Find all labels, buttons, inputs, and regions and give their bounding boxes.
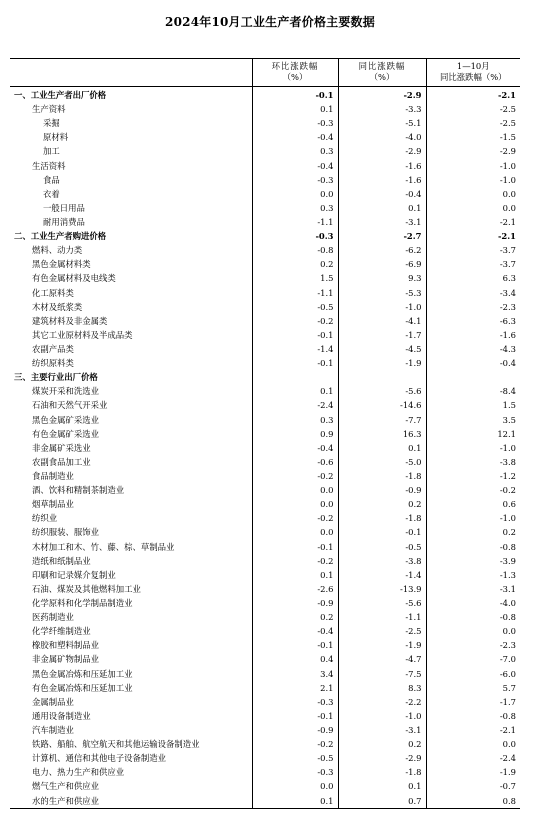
row-yoy-value: -2.5: [338, 624, 426, 638]
row-mom-value: -0.1: [252, 328, 338, 342]
header-yoy: [338, 59, 426, 87]
table-row: [10, 624, 520, 638]
row-yoy-value: -7.5: [338, 666, 426, 680]
page-title: 2024年10月工业生产者价格主要数据: [165, 15, 375, 29]
row-yoy-value: 0.2: [338, 737, 426, 751]
row-mom-value: 0.2: [252, 610, 338, 624]
row-cumulative-value: 0.0: [426, 187, 520, 201]
row-mom-value: 0.0: [252, 483, 338, 497]
row-mom-value: -0.1: [252, 356, 338, 370]
row-cumulative-value: -1.9: [426, 765, 520, 779]
row-cumulative-value: -1.2: [426, 469, 520, 483]
table-row: [10, 723, 520, 737]
row-name: 石油、煤炭及其他燃料加工业: [32, 583, 141, 594]
row-mom-value: 1.5: [252, 271, 338, 285]
row-mom-value: 0.1: [252, 384, 338, 398]
row-name: 黑色金属矿采选业: [32, 414, 99, 425]
row-name: 加工: [43, 146, 60, 157]
row-name: 计算机、通信和其他电子设备制造业: [32, 753, 166, 764]
row-yoy-value: -6.2: [338, 243, 426, 257]
header-row: [10, 59, 520, 87]
row-mom-value: -1.4: [252, 342, 338, 356]
table-row: [10, 568, 520, 582]
row-yoy-value: -3.1: [338, 723, 426, 737]
table-row: [10, 271, 520, 285]
row-mom-value: 0.3: [252, 201, 338, 215]
table-row: [10, 427, 520, 441]
row-mom-value: -0.2: [252, 737, 338, 751]
row-name: 农副产品类: [32, 344, 74, 355]
table-body: [10, 87, 520, 809]
row-mom-value: 0.0: [252, 497, 338, 511]
row-cumulative-value: -2.1: [426, 215, 520, 229]
row-name: 化学纤维制造业: [32, 626, 91, 637]
row-cumulative-value: -1.3: [426, 568, 520, 582]
row-cumulative-value: -0.2: [426, 483, 520, 497]
row-mom-value: -0.1: [252, 638, 338, 652]
row-mom-value: -0.2: [252, 554, 338, 568]
row-yoy-value: -1.8: [338, 511, 426, 525]
table-row: [10, 243, 520, 257]
row-mom-value: 0.1: [252, 102, 338, 116]
row-cumulative-value: -1.5: [426, 130, 520, 144]
row-name: 食品制造业: [32, 471, 74, 481]
row-yoy-value: -1.6: [338, 159, 426, 173]
row-yoy-value: -1.9: [338, 638, 426, 652]
row-name: 纺织服装、服饰业: [32, 527, 99, 538]
table-row: [10, 413, 520, 427]
row-mom-value: -0.6: [252, 455, 338, 469]
row-name: 生活资料: [32, 160, 66, 171]
row-name: 电力、热力生产和供应业: [32, 767, 125, 778]
table-row: [10, 159, 520, 173]
row-yoy-value: -5.6: [338, 596, 426, 610]
table-row: [10, 173, 520, 187]
row-yoy-value: -5.3: [338, 286, 426, 300]
row-cumulative-value: -3.9: [426, 554, 520, 568]
row-name: 木材加工和木、竹、藤、棕、草制品业: [32, 541, 175, 552]
row-cumulative-value: -0.8: [426, 709, 520, 723]
table-row: [10, 257, 520, 271]
row-name: 采掘: [43, 118, 60, 129]
table-row: [10, 314, 520, 328]
row-yoy-value: [338, 370, 426, 384]
row-cumulative-value: 0.8: [426, 793, 520, 808]
row-yoy-value: -1.1: [338, 610, 426, 624]
row-name: 化学原料和化学制品制造业: [32, 597, 133, 608]
row-mom-value: 0.1: [252, 568, 338, 582]
row-cumulative-value: -1.0: [426, 511, 520, 525]
row-cumulative-value: -6.0: [426, 666, 520, 680]
row-name: 金属制品业: [32, 696, 74, 707]
row-name: 其它工业原材料及半成品类: [32, 329, 133, 340]
row-mom-value: 3.4: [252, 666, 338, 680]
row-name: 煤炭开采和洗选业: [32, 386, 99, 397]
row-mom-value: 0.2: [252, 257, 338, 271]
row-cumulative-value: 5.7: [426, 681, 520, 695]
row-mom-value: -0.2: [252, 314, 338, 328]
table-row: [10, 398, 520, 412]
section-row: [10, 229, 520, 243]
row-mom-value: -1.1: [252, 286, 338, 300]
row-name: 食品: [43, 174, 60, 185]
table-row: [10, 540, 520, 554]
row-cumulative-value: -3.4: [426, 286, 520, 300]
row-mom-value: -0.9: [252, 596, 338, 610]
row-cumulative-value: -3.7: [426, 257, 520, 271]
row-yoy-value: -2.9: [338, 751, 426, 765]
row-name: 黑色金属材料类: [32, 259, 91, 270]
row-yoy-value: -1.6: [338, 173, 426, 187]
row-name: 衣着: [43, 188, 60, 199]
table-row: [10, 328, 520, 342]
row-mom-value: -0.8: [252, 243, 338, 257]
table-row: [10, 102, 520, 116]
table-row: [10, 116, 520, 130]
row-yoy-value: -2.2: [338, 695, 426, 709]
table-header: [10, 59, 520, 87]
row-cumulative-value: 0.2: [426, 525, 520, 539]
row-yoy-value: -1.9: [338, 356, 426, 370]
row-cumulative-value: -1.7: [426, 695, 520, 709]
row-mom-value: -0.1: [252, 87, 338, 103]
row-yoy-value: -3.8: [338, 554, 426, 568]
header-cumulative-line2: 同比涨跌幅（%）: [439, 72, 507, 82]
row-name: 汽车制造业: [32, 724, 74, 735]
table-row: [10, 638, 520, 652]
row-yoy-value: -13.9: [338, 582, 426, 596]
row-mom-value: 0.0: [252, 187, 338, 201]
row-mom-value: [252, 370, 338, 384]
header-cumulative-line1: 1—10月: [456, 61, 490, 71]
row-name: 生产资料: [32, 104, 66, 115]
row-mom-value: 0.3: [252, 144, 338, 158]
row-mom-value: 2.1: [252, 681, 338, 695]
table-row: [10, 201, 520, 215]
table-row: [10, 215, 520, 229]
table-row: [10, 709, 520, 723]
row-mom-value: 0.1: [252, 793, 338, 808]
row-cumulative-value: -7.0: [426, 652, 520, 666]
row-yoy-value: -5.1: [338, 116, 426, 130]
table-row: [10, 666, 520, 680]
row-cumulative-value: -3.1: [426, 582, 520, 596]
row-cumulative-value: 3.5: [426, 413, 520, 427]
row-yoy-value: -7.7: [338, 413, 426, 427]
row-cumulative-value: -2.4: [426, 751, 520, 765]
table-row: [10, 793, 520, 808]
row-yoy-value: -0.1: [338, 525, 426, 539]
row-name: 原材料: [43, 132, 69, 143]
row-cumulative-value: -0.7: [426, 779, 520, 793]
table-row: [10, 525, 520, 539]
table-row: [10, 681, 520, 695]
row-mom-value: -0.4: [252, 159, 338, 173]
table-row: [10, 130, 520, 144]
row-yoy-value: -4.1: [338, 314, 426, 328]
row-name: 造纸和纸制品业: [32, 555, 91, 566]
row-yoy-value: -1.4: [338, 568, 426, 582]
row-mom-value: -0.3: [252, 116, 338, 130]
header-cumulative: [426, 59, 520, 87]
table-row: [10, 286, 520, 300]
row-yoy-value: -4.5: [338, 342, 426, 356]
row-cumulative-value: -1.0: [426, 441, 520, 455]
row-name: 一般日用品: [43, 202, 85, 213]
table-row: [10, 342, 520, 356]
row-yoy-value: -3.1: [338, 215, 426, 229]
row-mom-value: -0.3: [252, 229, 338, 243]
table-row: [10, 356, 520, 370]
row-cumulative-value: 1.5: [426, 398, 520, 412]
row-cumulative-value: -1.6: [426, 328, 520, 342]
header-mom-line1: 环比涨跌幅: [271, 61, 319, 71]
row-name: 二、工业生产者购进价格: [14, 231, 107, 242]
row-cumulative-value: -2.1: [426, 229, 520, 243]
row-yoy-value: 0.1: [338, 441, 426, 455]
section-row: [10, 370, 520, 384]
row-mom-value: -0.4: [252, 624, 338, 638]
row-cumulative-value: -3.8: [426, 455, 520, 469]
row-name: 三、主要行业出厂价格: [14, 372, 98, 383]
table-row: [10, 469, 520, 483]
row-name: 铁路、船舶、航空航天和其他运输设备制造业: [32, 739, 200, 750]
row-mom-value: 0.4: [252, 652, 338, 666]
row-mom-value: -0.3: [252, 173, 338, 187]
row-cumulative-value: -6.3: [426, 314, 520, 328]
row-name: 农副食品加工业: [32, 456, 91, 467]
row-name: 一、工业生产者出厂价格: [14, 90, 107, 101]
row-name: 石油和天然气开采业: [32, 400, 108, 411]
row-mom-value: -0.3: [252, 765, 338, 779]
row-yoy-value: 0.2: [338, 497, 426, 511]
row-yoy-value: 8.3: [338, 681, 426, 695]
row-cumulative-value: 12.1: [426, 427, 520, 441]
row-cumulative-value: -1.0: [426, 159, 520, 173]
row-yoy-value: -1.0: [338, 709, 426, 723]
row-mom-value: -0.2: [252, 511, 338, 525]
row-yoy-value: 9.3: [338, 271, 426, 285]
row-yoy-value: 16.3: [338, 427, 426, 441]
row-name: 化工原料类: [32, 287, 74, 298]
row-name: 耐用消费品: [43, 217, 85, 228]
table-row: [10, 511, 520, 525]
row-mom-value: -0.9: [252, 723, 338, 737]
row-mom-value: -0.4: [252, 441, 338, 455]
row-cumulative-value: -8.4: [426, 384, 520, 398]
row-mom-value: -0.4: [252, 130, 338, 144]
table-row: [10, 582, 520, 596]
row-mom-value: 0.0: [252, 525, 338, 539]
row-cumulative-value: 0.0: [426, 201, 520, 215]
header-mom-line2: （%）: [282, 72, 308, 82]
row-yoy-value: -0.4: [338, 187, 426, 201]
row-cumulative-value: -2.9: [426, 144, 520, 158]
row-cumulative-value: -0.8: [426, 610, 520, 624]
row-mom-value: -1.1: [252, 215, 338, 229]
row-mom-value: 0.0: [252, 779, 338, 793]
row-cumulative-value: 0.0: [426, 624, 520, 638]
row-yoy-value: 0.7: [338, 793, 426, 808]
row-mom-value: -0.3: [252, 695, 338, 709]
row-name: 烟草制品业: [32, 499, 74, 510]
section-row: [10, 87, 520, 103]
row-name: 非金属矿采选业: [32, 442, 91, 453]
row-cumulative-value: -0.4: [426, 356, 520, 370]
row-yoy-value: -2.7: [338, 229, 426, 243]
table-row: [10, 455, 520, 469]
table-row: [10, 497, 520, 511]
row-name: 黑色金属冶炼和压延加工业: [32, 668, 133, 679]
row-name: 有色金属矿采选业: [32, 428, 99, 439]
row-mom-value: -0.5: [252, 751, 338, 765]
row-name: 通用设备制造业: [32, 710, 91, 721]
row-mom-value: 0.3: [252, 413, 338, 427]
row-yoy-value: -4.7: [338, 652, 426, 666]
row-cumulative-value: -4.0: [426, 596, 520, 610]
table-row: [10, 441, 520, 455]
row-yoy-value: -5.6: [338, 384, 426, 398]
row-mom-value: -0.2: [252, 469, 338, 483]
row-cumulative-value: -2.5: [426, 116, 520, 130]
table-row: [10, 652, 520, 666]
row-name: 燃料、动力类: [32, 245, 83, 256]
table-row: [10, 695, 520, 709]
row-cumulative-value: -2.5: [426, 102, 520, 116]
row-name: 木材及纸浆类: [32, 301, 83, 312]
row-name: 医药制造业: [32, 612, 74, 623]
row-mom-value: -0.5: [252, 300, 338, 314]
table-row: [10, 300, 520, 314]
row-yoy-value: -1.8: [338, 469, 426, 483]
table-row: [10, 779, 520, 793]
header-mom: [252, 59, 338, 87]
row-cumulative-value: -0.8: [426, 540, 520, 554]
row-cumulative-value: -2.3: [426, 300, 520, 314]
row-yoy-value: 0.1: [338, 779, 426, 793]
row-yoy-value: 0.1: [338, 201, 426, 215]
row-cumulative-value: 0.6: [426, 497, 520, 511]
row-mom-value: -2.6: [252, 582, 338, 596]
row-name: 酒、饮料和精制茶制造业: [32, 485, 125, 496]
header-yoy-line2: （%）: [369, 72, 395, 82]
table-row: [10, 187, 520, 201]
row-name: 有色金属冶炼和压延加工业: [32, 682, 133, 693]
row-cumulative-value: 0.0: [426, 737, 520, 751]
row-cumulative-value: 6.3: [426, 271, 520, 285]
row-yoy-value: -0.5: [338, 540, 426, 554]
row-yoy-value: -2.9: [338, 144, 426, 158]
header-yoy-line1: 同比涨跌幅: [358, 61, 406, 71]
row-name: 水的生产和供应业: [10, 793, 252, 808]
table-row: [10, 384, 520, 398]
row-cumulative-value: [426, 370, 520, 384]
row-cumulative-value: -1.0: [426, 173, 520, 187]
row-cumulative-value: -2.1: [426, 87, 520, 103]
row-mom-value: 0.9: [252, 427, 338, 441]
row-yoy-value: -2.9: [338, 87, 426, 103]
header-item-name: [10, 59, 252, 87]
row-name: 非金属矿物制品业: [32, 654, 99, 665]
row-name: 纺织业: [32, 513, 58, 524]
row-name: 橡胶和塑料制品业: [32, 640, 99, 651]
row-mom-value: -2.4: [252, 398, 338, 412]
row-cumulative-value: -2.1: [426, 723, 520, 737]
row-yoy-value: -1.8: [338, 765, 426, 779]
row-name: 纺织原料类: [32, 358, 74, 369]
row-yoy-value: -3.3: [338, 102, 426, 116]
row-mom-value: -0.1: [252, 709, 338, 723]
row-name: 建筑材料及非金属类: [32, 315, 108, 326]
row-yoy-value: -1.0: [338, 300, 426, 314]
table-row: [10, 144, 520, 158]
row-yoy-value: -4.0: [338, 130, 426, 144]
row-name: 有色金属材料及电线类: [32, 273, 116, 284]
table-row: [10, 751, 520, 765]
table-row: [10, 596, 520, 610]
row-yoy-value: -1.7: [338, 328, 426, 342]
table-row: [10, 610, 520, 624]
row-yoy-value: -6.9: [338, 257, 426, 271]
row-yoy-value: -14.6: [338, 398, 426, 412]
row-cumulative-value: -3.7: [426, 243, 520, 257]
row-cumulative-value: -2.3: [426, 638, 520, 652]
row-name: 燃气生产和供应业: [32, 781, 99, 792]
row-yoy-value: -0.9: [338, 483, 426, 497]
table-row: [10, 554, 520, 568]
row-name: 印刷和记录媒介复制业: [32, 569, 116, 580]
table-row: [10, 737, 520, 751]
row-mom-value: -0.1: [252, 540, 338, 554]
row-cumulative-value: -4.3: [426, 342, 520, 356]
table-row: [10, 483, 520, 497]
ppi-data-table: [10, 58, 520, 809]
row-yoy-value: -5.0: [338, 455, 426, 469]
table-row: [10, 765, 520, 779]
